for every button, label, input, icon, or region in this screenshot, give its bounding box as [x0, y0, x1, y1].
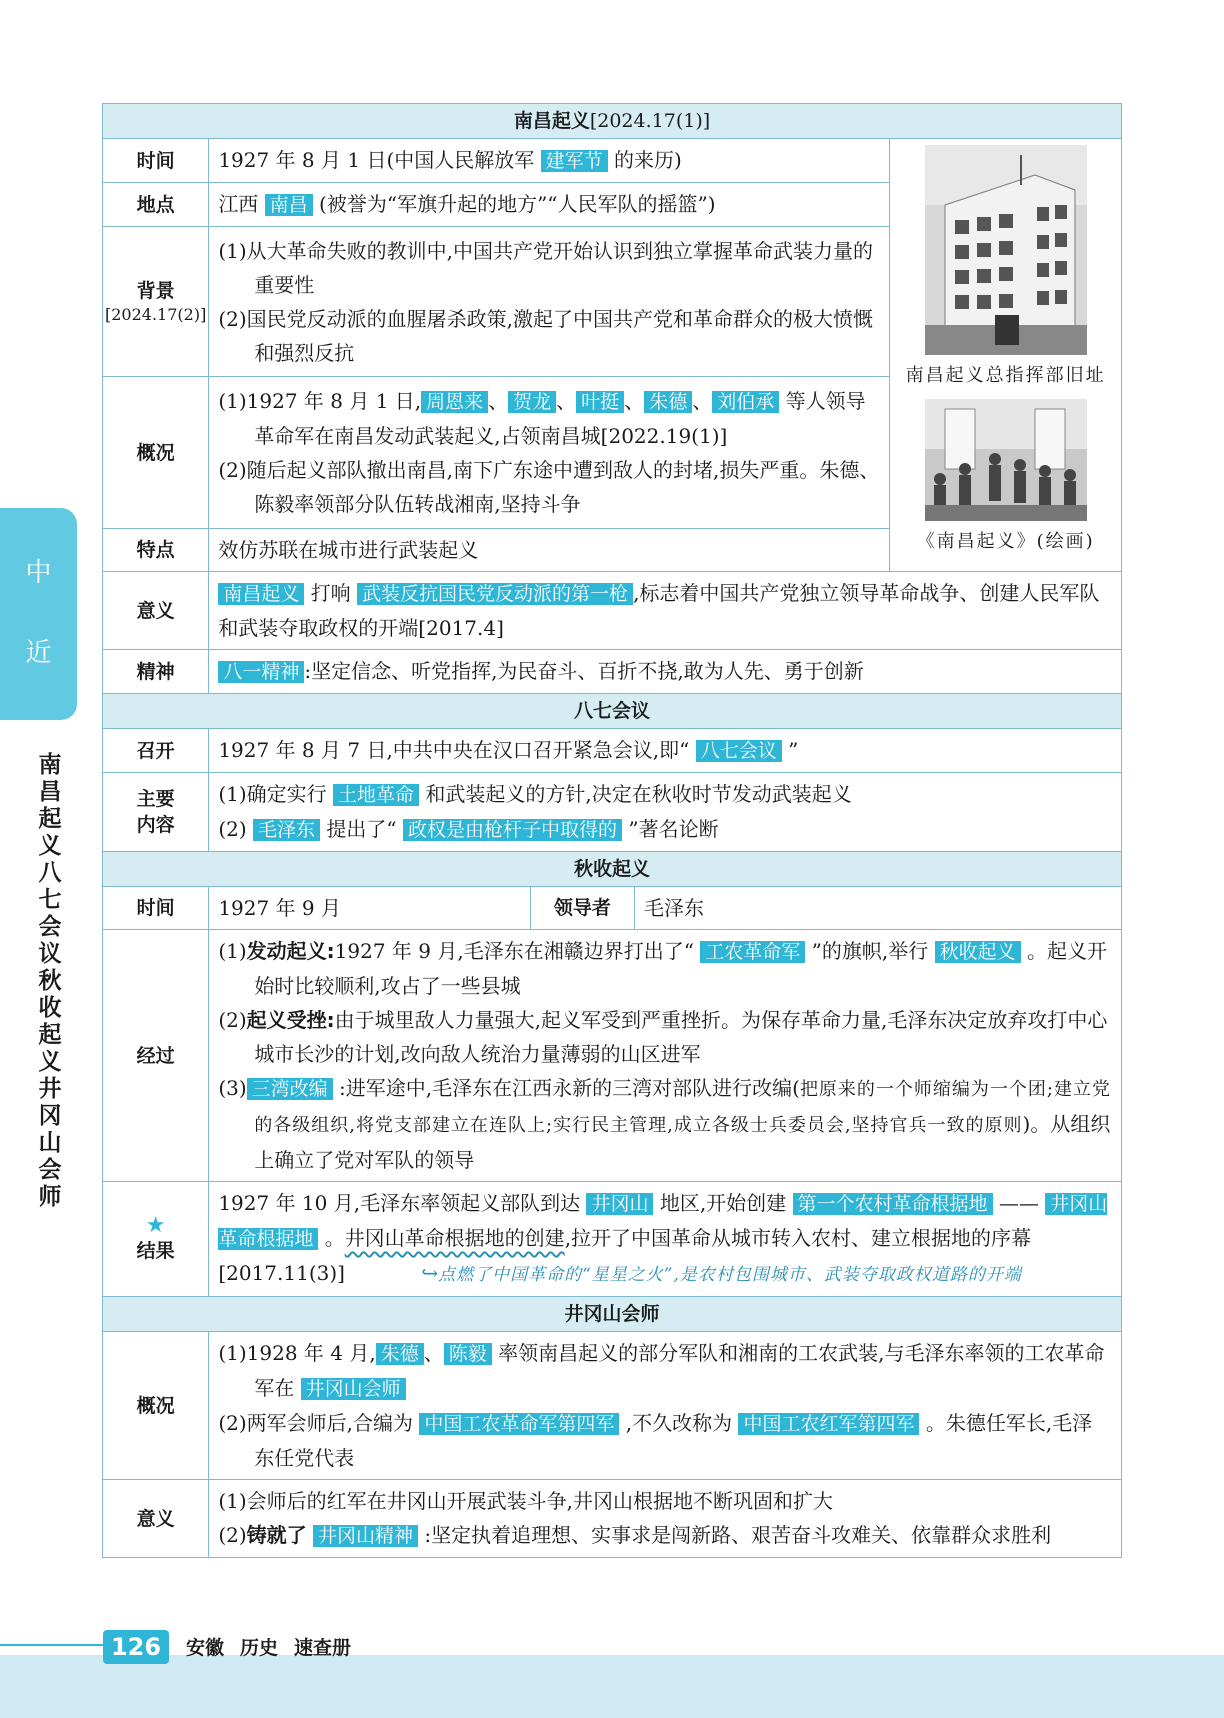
star-icon: ★ — [145, 1213, 166, 1238]
highlight-term: 中国工农红军第四军 — [738, 1413, 919, 1435]
highlight-term: 井冈山会师 — [301, 1378, 406, 1400]
uprising-painting — [925, 399, 1087, 521]
highlight-term: 第一个农村革命根据地 — [793, 1193, 993, 1215]
qs-header-row — [103, 852, 1122, 887]
annotation-note: 点燃了中国革命的“星星之火”,是农村包围城市、武装夺取政权道路的开端 — [438, 1265, 1022, 1285]
qs-result-row — [103, 1182, 1122, 1297]
jgs-overview-label: 概况 — [103, 1332, 209, 1480]
highlight-term: 八一精神 — [218, 661, 304, 683]
nanchang-significance-label: 意义 — [103, 572, 209, 650]
headquarters-photo — [925, 145, 1087, 355]
nanchang-header-row — [103, 104, 1122, 139]
qs-header: 秋收起义 — [103, 852, 1122, 887]
qs-process-row — [103, 930, 1122, 1182]
bq-content-text: (1)确定实行 土地革命 和武装起义的方针,决定在秋收时节发动武装起义 (2) 毛泽东 提出了“ 政权是由枪杆子中取得的 ”著名论断 — [209, 773, 1122, 852]
bq-convene-row — [103, 729, 1122, 773]
jgs-header-row — [103, 1297, 1122, 1332]
bq-content-label: 主要 内容 — [103, 773, 209, 852]
bq-header: 八七会议 — [103, 694, 1122, 729]
leader-name: 周恩来 — [421, 391, 488, 413]
highlight-term: 陈毅 — [444, 1343, 492, 1365]
highlight-term: 井冈山革命根据地 — [218, 1193, 1108, 1250]
summary-table — [102, 103, 1122, 1558]
chapter-tab-bottom: 近 — [25, 638, 52, 668]
jgs-overview-text: (1)1928 年 4 月, 朱德 、 陈毅 率领南昌起义的部分军队和湘南的工农武装,与毛泽东率领的工农革命军在 井冈山会师 (2)两军会师后,合编为 中国工农革命军第四军 ,不久改称为 中国工农红军第四军 。朱德任军长,毛泽东任党代表 — [209, 1332, 1122, 1480]
bq-header-row — [103, 694, 1122, 729]
nanchang-spirit-text: 八一精神 :坚定信念、听党指挥,为民奋斗、百折不挠,敢为人先、勇于创新 — [209, 650, 1122, 694]
highlight-term: 井冈山 — [586, 1193, 653, 1215]
highlight-term: 南昌 — [265, 194, 313, 216]
bq-content-row — [103, 773, 1122, 852]
bq-convene-text: 1927 年 8 月 7 日,中共中央在汉口召开紧急会议,即“ 八七会议 ” — [209, 729, 1122, 773]
nanchang-feature-text: 效仿苏联在城市进行武装起义 — [209, 529, 890, 572]
footer-text: 安徽 历史 速查册 — [186, 1637, 352, 1659]
nanchang-place-label: 地点 — [103, 183, 209, 227]
nanchang-place-text: 江西 南昌 (被誉为“军旗升起的地方”“人民军队的摇篮”) — [209, 183, 890, 227]
arrow-icon: ↪ — [421, 1261, 439, 1285]
highlight-term: 井冈山精神 — [313, 1525, 418, 1547]
leader-name: 叶挺 — [576, 391, 624, 413]
headquarters-caption: 南昌起义总指挥部旧址 — [905, 365, 1106, 386]
highlight-term: 土地革命 — [333, 784, 419, 806]
nanchang-time-row — [103, 139, 1122, 183]
nanchang-feature-label: 特点 — [103, 529, 209, 572]
qs-process-label: 经过 — [103, 930, 209, 1182]
nanchang-overview-label: 概况 — [103, 377, 209, 529]
qs-leader-label: 领导者 — [530, 887, 634, 930]
jgs-significance-label: 意义 — [103, 1480, 209, 1558]
nanchang-significance-text: 南昌起义 打响 武装反抗国民党反动派的第一枪 ,标志着中国共产党独立领导革命战争、创建人民军队和武装夺取政权的开端[2017.4] — [209, 572, 1122, 650]
nanchang-header: 南昌起义[2024.17(1)] — [103, 104, 1122, 139]
leader-name: 刘伯承 — [712, 391, 779, 413]
chapter-tab — [0, 508, 77, 720]
highlight-term: 政权是由枪杆子中取得的 — [403, 819, 622, 841]
qs-leader-text: 毛泽东 — [634, 887, 1121, 930]
jgs-significance-text: (1)会师后的红军在井冈山开展武装斗争,井冈山根据地不断巩固和扩大 (2)铸就了 井冈山精神 :坚定执着追理想、实事求是闯新路、艰苦奋斗攻难关、依靠群众求胜利 — [209, 1480, 1122, 1558]
image-column — [890, 139, 1122, 572]
highlight-term: 朱德 — [376, 1343, 424, 1365]
qs-time-row — [103, 887, 1122, 930]
qs-process-text: (1)发动起义:1927 年 9 月,毛泽东在湘赣边界打出了“ 工农革命军 ”的旗帜,举行 秋收起义 。起义开始时比较顺利,攻占了一些县城 (2)起义受挫:由于城里敌人力量强大,起义军受到严重挫折。为保存革命力量,毛泽东决定放弃攻打中心城市长沙的计划,改向敌人统治力量薄弱的山区进军 (3) 三湾改编 :进军途中,毛泽东在江西永新的三湾对部队进行改编(把原来的一个师缩编为一个团;建立党的各级组织,将党支部建立在连队上;实行民主管理,成立各级士兵委员会,坚持官兵一致的原则)。从组织上确立了党对军队的领导 — [209, 930, 1122, 1182]
nanchang-spirit-label: 精神 — [103, 650, 209, 694]
jgs-significance-row — [103, 1480, 1122, 1558]
highlight-term: 建军节 — [541, 150, 608, 172]
highlight-term: 中国工农革命军第四军 — [419, 1413, 619, 1435]
nanchang-overview-text: (1)1927 年 8 月 1 日, 周恩来 、 贺龙 、 叶挺 、 朱德 、 刘伯承 等人领导革命军在南昌发动武装起义,占领南昌城[2022.19(1)] (2)随后起义部队撤出南昌,南下广东途中遭到敌人的封堵,损失严重。朱德、陈毅率领部分队伍转战湘南,坚持斗争 — [209, 377, 890, 529]
nanchang-background-label: 背景 [2024.17(2)] — [103, 227, 209, 377]
qs-time-text: 1927 年 9 月 — [209, 887, 531, 930]
highlight-term: 三湾改编 — [247, 1078, 333, 1100]
highlight-term: 工农革命军 — [700, 941, 805, 963]
highlight-term: 毛泽东 — [253, 819, 320, 841]
side-title: 南昌起义 八七会议 秋收起义 井冈山会师 — [38, 752, 62, 1210]
highlight-term: 南昌起义 — [218, 583, 304, 605]
footer-band — [0, 1655, 1224, 1718]
highlight-term: 秋收起义 — [935, 941, 1021, 963]
highlight-term: 八七会议 — [696, 740, 782, 762]
bq-convene-label: 召开 — [103, 729, 209, 773]
nanchang-background-text: (1)从大革命失败的教训中,中国共产党开始认识到独立掌握革命武装力量的重要性 (2)国民党反动派的血腥屠杀政策,激起了中国共产党和革命群众的极大愤慨和强烈反抗 — [209, 227, 890, 377]
leader-name: 朱德 — [644, 391, 692, 413]
wavy-underline-text: 井冈山革命根据地的创建 — [344, 1226, 565, 1250]
qs-result-label: ★ 结果 — [103, 1182, 209, 1297]
nanchang-spirit-row — [103, 650, 1122, 694]
qs-time-label: 时间 — [103, 887, 209, 930]
qs-result-text: 1927 年 10 月,毛泽东率领起义部队到达 井冈山 地区,开始创建 第一个农村革命根据地 —— 井冈山革命根据地 。井冈山革命根据地的创建,拉开了中国革命从城市转入农村、建立根据地的序幕 [2017.11(3)] ↪点燃了中国革命的“星星之火”,是农村包围城市、武装夺取政权道路的开端 — [209, 1182, 1122, 1297]
painting-caption: 《南昌起义》(绘画) — [916, 531, 1095, 552]
page-number: 126 — [103, 1630, 169, 1664]
leader-name: 贺龙 — [508, 391, 556, 413]
nanchang-significance-row — [103, 572, 1122, 650]
chapter-tab-top: 中 — [25, 558, 52, 588]
footer-line — [0, 1644, 120, 1646]
nanchang-time-text: 1927 年 8 月 1 日(中国人民解放军 建军节 的来历) — [209, 139, 890, 183]
nanchang-time-label: 时间 — [103, 139, 209, 183]
jgs-header: 井冈山会师 — [103, 1297, 1122, 1332]
jgs-overview-row — [103, 1332, 1122, 1480]
highlight-term: 武装反抗国民党反动派的第一枪 — [357, 583, 633, 605]
